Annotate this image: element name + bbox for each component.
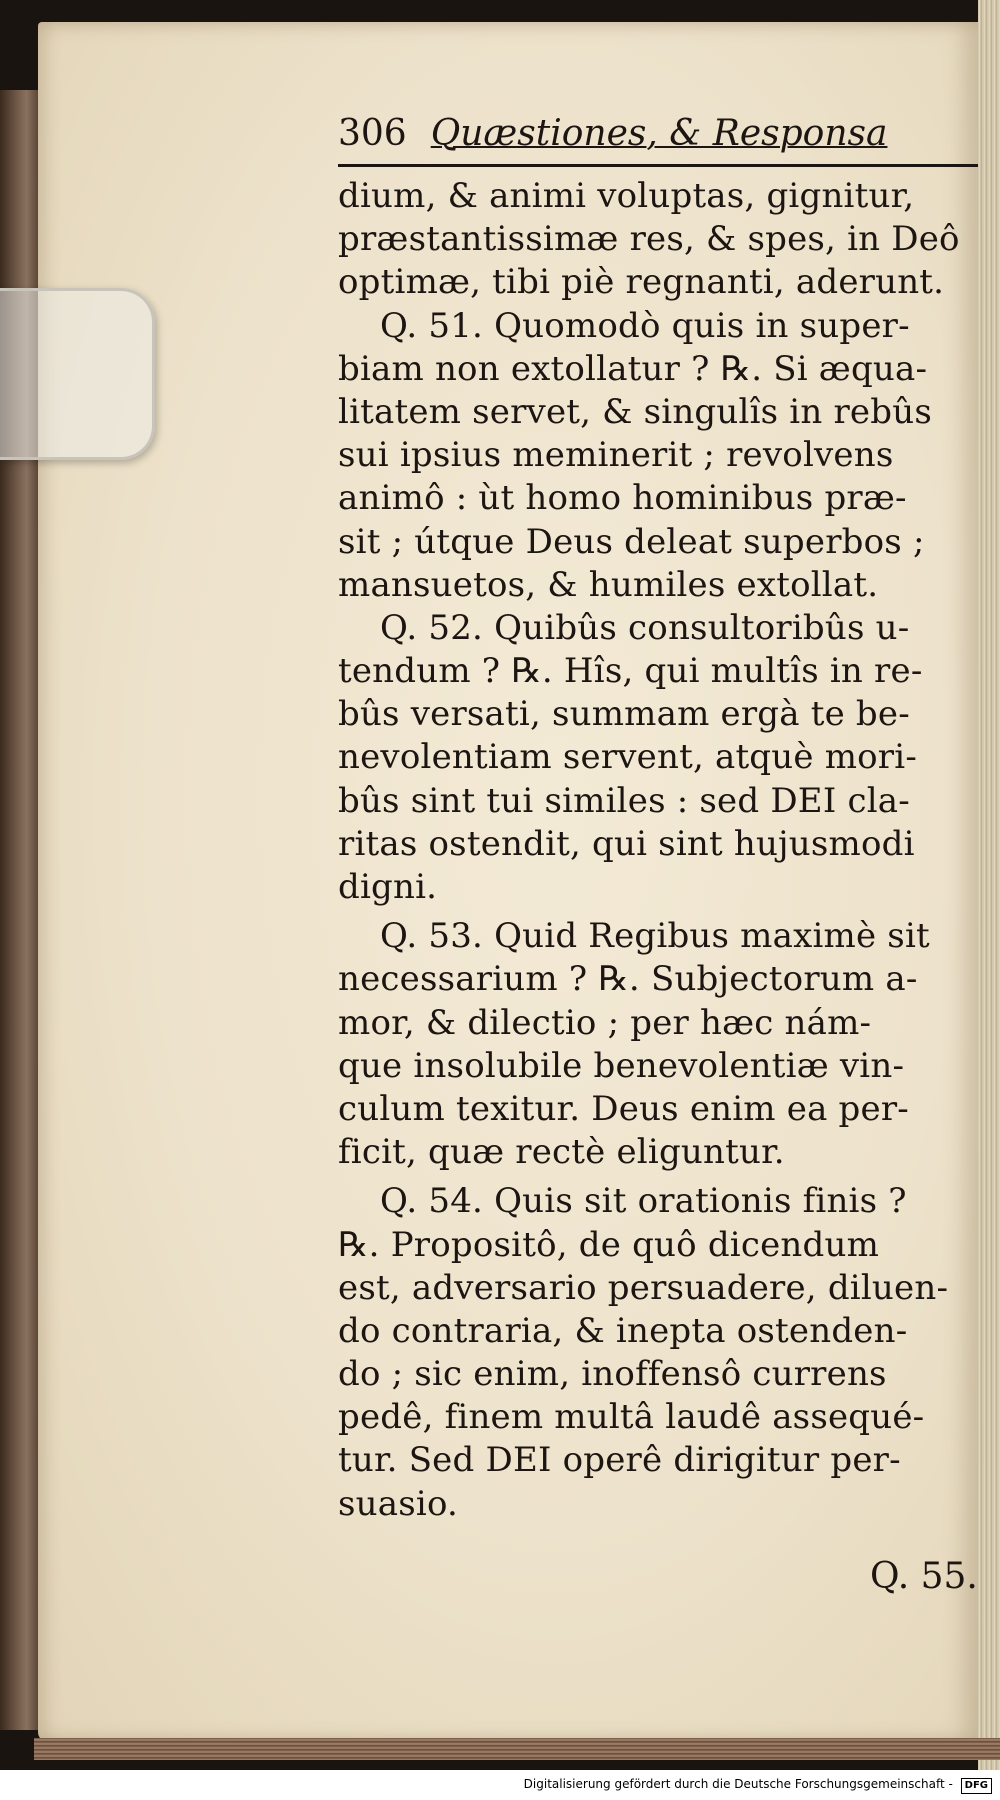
text-line: ritas ostendit, qui sint hujusmodi bbox=[338, 823, 915, 864]
text-line: digni. bbox=[338, 867, 438, 907]
text-line: biam non extollatur ? ℞. Si æqua- bbox=[338, 348, 928, 389]
dfg-logo: DFG bbox=[961, 1778, 992, 1794]
text-line: mor, & dilectio ; per hæc nám- bbox=[338, 1002, 872, 1043]
text-line: do ; sic enim, inoffensô currens bbox=[338, 1354, 887, 1395]
running-title: Quæstiones, & Responsa bbox=[430, 113, 888, 154]
text-line: necessarium ? ℞. Subjectorum a- bbox=[338, 959, 918, 1000]
text-line: litatem servet, & singulîs in rebûs bbox=[338, 391, 932, 432]
text-line: animô : ùt homo hominibus præ- bbox=[338, 478, 907, 519]
text-line: do contraria, & inepta ostenden- bbox=[338, 1310, 908, 1351]
text-line: sit ; útque Deus deleat superbos ; bbox=[338, 521, 925, 562]
text-line: nevolentiam servent, atquè mori- bbox=[338, 737, 918, 778]
page-text bbox=[338, 112, 990, 1526]
text-line: tendum ? ℞. Hîs, qui multîs in re- bbox=[338, 651, 923, 692]
text-line: bûs versati, summam ergà te be- bbox=[338, 694, 910, 735]
question-line: Q. 52. Quibûs consultoribûs u- bbox=[380, 607, 910, 648]
text-line: præstantissimæ res, & spes, in Deô bbox=[338, 219, 960, 260]
page-number: 306 bbox=[338, 113, 407, 154]
text-line: est, adversario persuadere, diluen- bbox=[338, 1267, 949, 1308]
text-line: dium, & animi voluptas, gignitur, bbox=[338, 176, 915, 216]
text-line: ficit, quæ rectè eliguntur. bbox=[338, 1132, 785, 1173]
page-clip bbox=[0, 288, 155, 460]
question-line: Q. 51. Quomodò quis in super- bbox=[380, 305, 910, 346]
text-line: bûs sint tui similes : sed DEI cla- bbox=[338, 780, 910, 821]
digitization-credit bbox=[0, 1772, 992, 1796]
text-line: culum texitur. Deus enim ea per- bbox=[338, 1088, 909, 1129]
text-line: pedê, finem multâ laudê assequé- bbox=[338, 1397, 925, 1438]
text-line: que insolubile benevolentiæ vin- bbox=[338, 1045, 905, 1086]
question-line: Q. 54. Quis sit orationis finis ? bbox=[380, 1181, 907, 1222]
catchword: Q. 55. bbox=[870, 1556, 978, 1597]
text-line: suasio. bbox=[338, 1483, 459, 1524]
question-line: Q. 53. Quid Regibus maximè sit bbox=[380, 916, 930, 957]
page-bottom-edge bbox=[34, 1738, 1000, 1760]
header-rule bbox=[338, 164, 978, 167]
text-line: mansuetos, & humiles extollat. bbox=[338, 564, 879, 605]
text-line: optimæ, tibi piè regnanti, aderunt. bbox=[338, 262, 945, 303]
text-line: ℞. Propositô, de quô dicendum bbox=[338, 1224, 880, 1265]
credit-text: Digitalisierung gefördert durch die Deutsche Forschungsgemeinschaft - bbox=[523, 1777, 953, 1791]
running-head bbox=[338, 112, 990, 162]
text-line: sui ipsius meminerit ; revolvens bbox=[338, 435, 894, 476]
text-line: tur. Sed DEI operê dirigitur per- bbox=[338, 1440, 901, 1481]
